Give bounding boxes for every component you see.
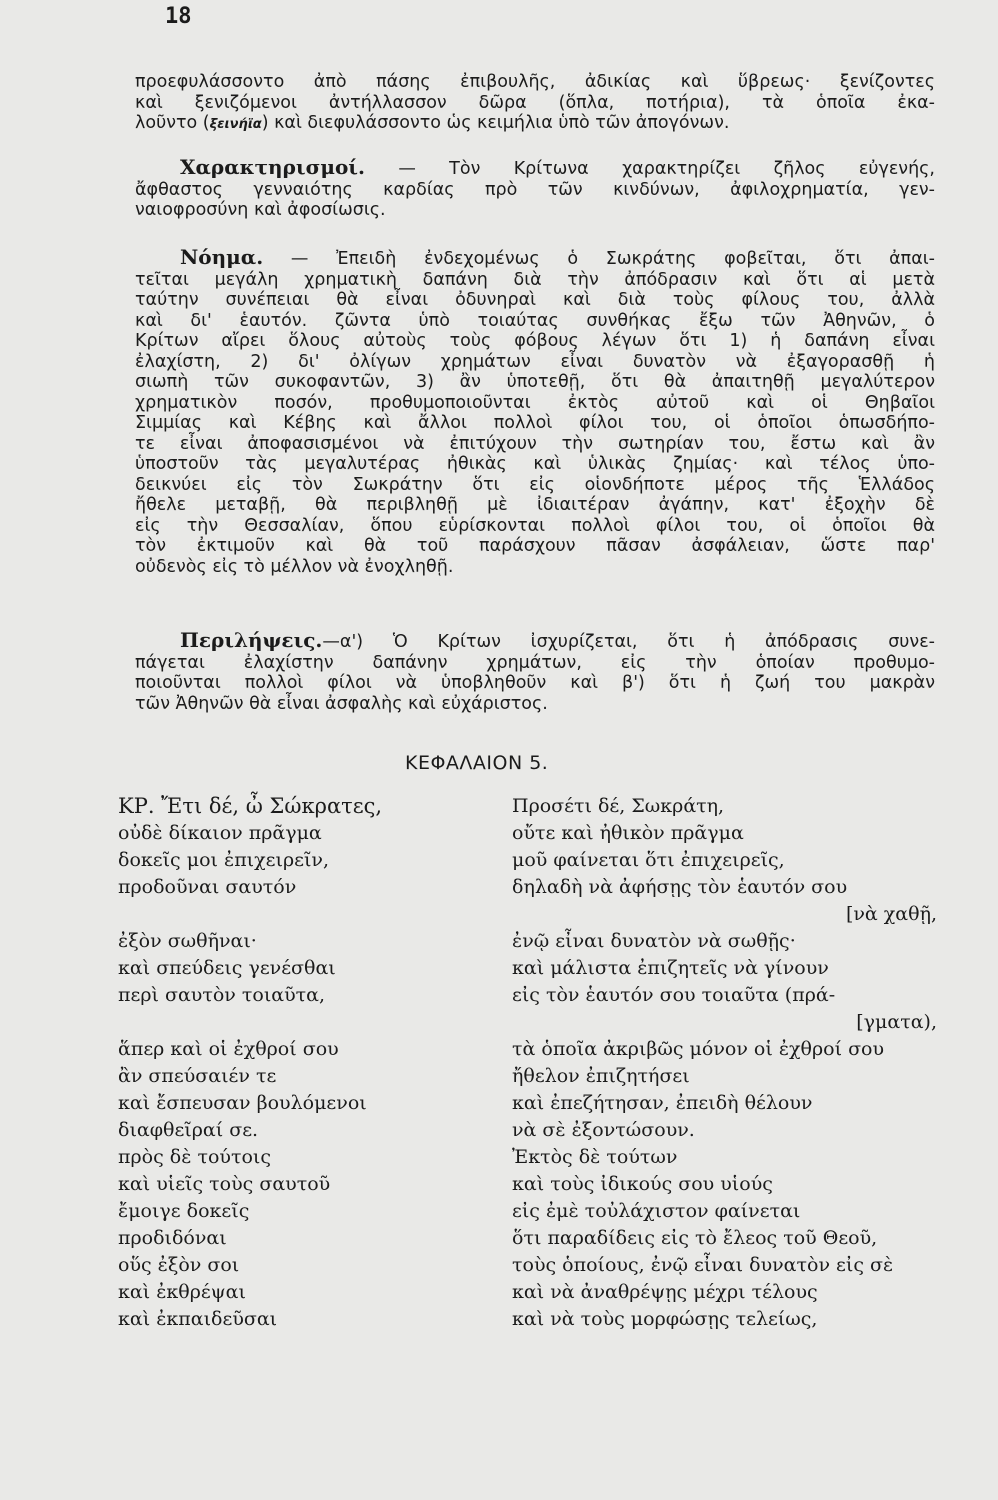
greek-line: διαφθεῖραί σε. <box>118 1119 259 1141</box>
text-line: καὶ δι' ἑαυτόν. ζῶντα ὑπὸ τοιαύτας συνθήκας ἔξω τῶν Ἀθηνῶν, ὁ <box>135 310 935 331</box>
text-line: πάγεται ἐλαχίστην δαπάνην χρημάτων, εἰς τὴν ὁποίαν προθυμο- <box>135 652 935 673</box>
text-line: ποιοῦνται πολλοὶ φίλοι νὰ ὑποβληθοῦν καὶ β') ὅτι ἡ ζωή του μακρὰν <box>135 673 935 693</box>
greek-line: ἐξὸν σωθῆναι· <box>118 930 257 952</box>
text-line: Περιλήψεις.—α') Ὁ Κρίτων ἰσχυρίζεται, ὅτι ἡ ἀπόδρασις συνε- <box>180 628 935 652</box>
text-line: τῶν Ἀθηνῶν θὰ εἶναι ἀσφαλὴς καὶ εὐχάριστος. <box>135 693 548 714</box>
text-line: ναιοφροσύνη καὶ ἀφοσίωσις. <box>135 200 386 220</box>
greek-line: καὶ σπεύδεις γενέσθαι <box>118 957 336 979</box>
greek-line: δοκεῖς μοι ἐπιχειρεῖν, <box>118 849 329 871</box>
greek-line: καὶ ἐκθρέψαι <box>118 1281 246 1303</box>
text-line: εἰς τὴν Θεσσαλίαν, ὅπου εὑρίσκονται πολλοὶ φίλοι του, οἱ ὁποῖοι θὰ <box>135 515 935 536</box>
greek-line: ΚΡ. Ἔτι δέ, ὦ Σώκρατες, <box>118 794 383 818</box>
greek-line-spacer <box>118 1009 382 1036</box>
greek-line: καὶ ἐκπαιδεῦσαι <box>118 1308 278 1330</box>
text-line: τεῖται μεγάλη χρηματικὴ δαπάνη διὰ τὴν ἀπόδρασιν καὶ ὅτι αἱ μετὰ <box>135 269 935 290</box>
text-line: λοῦντο (ξεινήϊα) καὶ διεφυλάσσοντο ὡς κειμήλια ὑπὸ τῶν ἀπογόνων. <box>135 113 730 133</box>
greek-line: καὶ ἔσπευσαν βουλόμενοι <box>118 1092 367 1114</box>
greek-line: πρὸς δὲ τούτοις <box>118 1146 271 1168</box>
translation-line: οὔτε καὶ ἠθικὸν πρᾶγμα <box>512 822 744 844</box>
text-line: χρηματικὸν ποσόν, προθυμοποιοῦνται ἐκτὸς αὐτοῦ καὶ οἱ Θηβαῖοι <box>135 392 935 413</box>
translation-line: ἤθελον ἐπιζητήσει <box>512 1065 690 1087</box>
translation-line: Προσέτι δέ, Σωκράτη, <box>512 795 725 817</box>
text-line: τε εἶναι ἀποφασισμένοι νὰ ἐπιτύχουν τὴν σωτηρίαν του, ἔστω καὶ ἂν <box>135 433 935 454</box>
summaries-heading: Περιλήψεις. <box>180 628 323 652</box>
translation-line: εἰς τὸν ἑαυτόν σου τοιαῦτα (πρά- <box>512 984 836 1006</box>
text-line: προεφυλάσσοντο ἀπὸ πάσης ἐπιβουλῆς, ἀδικίας καὶ ὕβρεως· ξενίζοντες <box>135 72 935 92</box>
translation-line: τοὺς ὁποίους, ἐνῷ εἶναι δυνατὸν εἰς σὲ <box>512 1254 894 1276</box>
text-line: Σιμμίας καὶ Κέβης καὶ ἄλλοι πολλοὶ φίλοι του, οἱ ὁποῖοι ὁπωσδήπο- <box>135 413 935 433</box>
translation-line: Ἐκτὸς δὲ τούτων <box>512 1146 678 1168</box>
summaries-paragraph <box>135 630 935 714</box>
greek-line-spacer <box>118 901 382 928</box>
text-line: ἄφθαστος γενναιότης καρδίας πρὸ τῶν κινδύνων, ἀφιλοχρηματία, γεν- <box>135 179 935 200</box>
chapter-title: ΚΕΦΑΛΑΙΟΝ 5. <box>405 752 549 774</box>
text-line: Νόημα. — Ἐπειδὴ ἐνδεχομένως ὁ Σωκράτης φοβεῖται, ὅτι ἀπαι- <box>180 245 935 269</box>
intro-paragraph <box>135 72 935 136</box>
meaning-paragraph <box>135 247 935 577</box>
text-line: οὐδενὸς εἰς τὸ μέλλον νὰ ἐνοχληθῇ. <box>135 556 454 577</box>
greek-line: οὕς ἐξὸν σοι <box>118 1254 240 1276</box>
translation-line: τὰ ὁποῖα ἀκριβῶς μόνον οἱ ἐχθροί σου <box>512 1038 885 1060</box>
text-line: Κρίτων αἴρει ὅλους αὐτοὺς τοὺς φόβους λέγων ὅτι 1) ἡ δαπάνη εἶναι <box>135 331 935 351</box>
meaning-heading: Νόημα. <box>180 245 264 269</box>
translation-line: μοῦ φαίνεται ὅτι ἐπιχειρεῖς, <box>512 849 785 871</box>
greek-line: προδιδόναι <box>118 1227 227 1249</box>
translation-line: ὅτι παραδίδεις εἰς τὸ ἔλεος τοῦ Θεοῦ, <box>512 1227 878 1249</box>
translation-column <box>512 793 937 1333</box>
translation-line: καὶ νὰ ἀναθρέψῃς μέχρι τέλους <box>512 1281 818 1303</box>
text-line: σιωπὴ τῶν συκοφαντῶν, 3) ἂν ὑποτεθῇ, ὅτι θὰ ἀπαιτηθῇ μεγαλύτερον <box>135 372 935 392</box>
greek-line: καὶ υἱεῖς τοὺς σαυτοῦ <box>118 1173 331 1195</box>
text-line: ὑποστοῦν τὰς μεγαλυτέρας ἠθικὰς καὶ ὑλικὰς ζημίας· καὶ τέλος ὑπο- <box>135 454 935 474</box>
characterizations-paragraph <box>135 157 935 221</box>
translation-line: δηλαδὴ νὰ ἀφήσῃς τὸν ἑαυτόν σου <box>512 876 848 898</box>
translation-line-continuation: [γματα), <box>856 1011 937 1033</box>
greek-line: περὶ σαυτὸν τοιαῦτα, <box>118 984 326 1006</box>
text-line: Χαρακτηρισμοί. — Τὸν Κρίτωνα χαρακτηρίζει ζῆλος εὐγενής, <box>180 155 935 179</box>
translation-line: καὶ ἐπεζήτησαν, ἐπειδὴ θέλουν <box>512 1092 813 1114</box>
text-line: ἤθελε μεταβῇ, θὰ περιβληθῇ μὲ ἰδιαιτέραν ἀγάπην, κατ' ἐξοχὴν δὲ <box>135 495 935 515</box>
greek-line: ἂν σπεύσαιέν τε <box>118 1065 277 1087</box>
italic-term: ξεινήϊα <box>209 117 262 132</box>
text-line: τὸν ἐκτιμοῦν καὶ θὰ τοῦ παράσχουν πᾶσαν ἀσφάλειαν, ὥστε παρ' <box>135 536 935 556</box>
greek-line: ἅπερ καὶ οἱ ἐχθροί σου <box>118 1038 339 1060</box>
ancient-greek-text-column <box>118 793 382 1333</box>
page-number: 18 <box>165 4 192 29</box>
translation-line-continuation: [νὰ χαθῇ, <box>845 903 937 925</box>
translation-line: εἰς ἐμὲ τοὐλάχιστον φαίνεται <box>512 1200 801 1222</box>
greek-line: οὐδὲ δίκαιον πρᾶγμα <box>118 822 322 844</box>
greek-line: ἔμοιγε δοκεῖς <box>118 1200 250 1222</box>
translation-line: ἐνῷ εἶναι δυνατὸν νὰ σωθῇς· <box>512 930 796 952</box>
greek-line: προδοῦναι σαυτόν <box>118 876 297 898</box>
translation-line: νὰ σὲ ἐξοντώσουν. <box>512 1119 695 1141</box>
translation-line: καὶ τοὺς ἰδικούς σου υἱούς <box>512 1173 773 1195</box>
text-line: ταύτην συνέπειαι θὰ εἶναι ὀδυνηραὶ καὶ διὰ τοὺς φίλους του, ἀλλὰ <box>135 290 935 310</box>
text-line: καὶ ξενιζόμενοι ἀντήλλασσον δῶρα (ὅπλα, ποτήρια), τὰ ὁποῖα ἐκα- <box>135 92 935 113</box>
translation-line: καὶ νὰ τοὺς μορφώσῃς τελείως, <box>512 1308 818 1330</box>
translation-line: καὶ μάλιστα ἐπιζητεῖς νὰ γίνουν <box>512 957 829 979</box>
text-line: ἐλαχίστη, 2) δι' ὀλίγων χρημάτων εἶναι δυνατὸν νὰ ἐξαγορασθῇ ἡ <box>135 351 935 372</box>
text-line: δεικνύει εἰς τὸν Σωκράτην ὅτι εἰς οἱονδήποτε μέρος τῆς Ἑλλάδος <box>135 474 935 495</box>
characterizations-heading: Χαρακτηρισμοί. <box>180 155 365 179</box>
